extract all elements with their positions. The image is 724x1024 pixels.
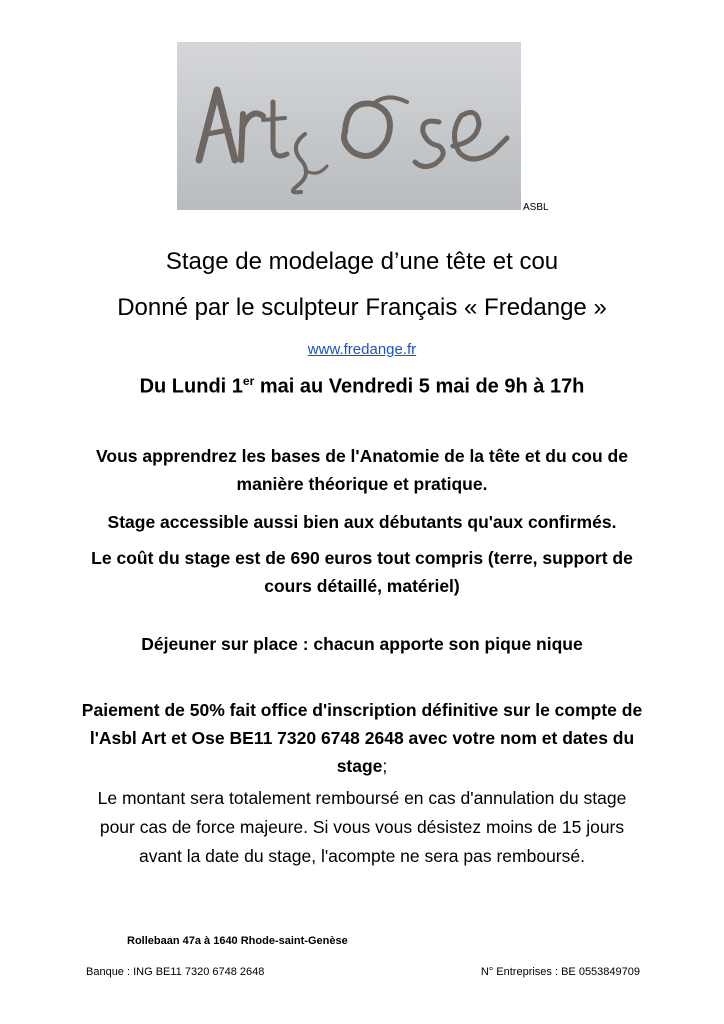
paragraph-cost: Le coût du stage est de 690 euros tout compris (terre, support de cours détaillé, matériel) (91, 548, 633, 596)
payment-text: Paiement de 50% fait office d'inscription définitive sur le compte de l'Asbl Art et Ose BE11 7320 6748 2648 avec votre nom et dates du stage (81, 700, 643, 776)
dates-after: mai au Vendredi 5 mai de 9h à 17h (254, 375, 585, 398)
logo-image (177, 42, 521, 210)
art-et-ose-sculpture-icon (177, 42, 521, 210)
website-link[interactable]: www.fredange.fr (307, 341, 417, 358)
paragraph-lunch: Déjeuner sur place : chacun apporte son pique nique (141, 634, 583, 654)
paragraph-access: Stage accessible aussi bien aux débutants qu'aux confirmés. (107, 512, 617, 532)
dates-line (0, 374, 724, 399)
bank-info: Banque : ING BE11 7320 6748 2648 (86, 966, 265, 978)
paragraph-payment (70, 696, 654, 780)
payment-end: ; (382, 756, 388, 776)
dates-before: Du Lundi 1 (139, 375, 243, 398)
title-line-1: Stage de modelage d’une tête et cou (165, 248, 559, 275)
title-line-2: Donné par le sculpteur Français « Fredange » (117, 294, 607, 321)
paragraph-anatomy: Vous apprendrez les bases de l'Anatomie de la tête et du cou de manière théorique et pratique. (96, 446, 628, 494)
address: Rollebaan 47a à 1640 Rhode-saint-Genèse (127, 935, 348, 947)
asbl-label: ASBL (523, 202, 549, 213)
enterprise-number: N° Entreprises : BE 0553849709 (480, 966, 640, 978)
dates-sup: er (242, 374, 255, 388)
paragraph-refund: Le montant sera totalement remboursé en cas d'annulation du stage pour cas de force majeure. Si vous vous désistez moins de 15 jours avant la date du stage, l'acompte ne sera pas remboursé. (97, 788, 627, 866)
